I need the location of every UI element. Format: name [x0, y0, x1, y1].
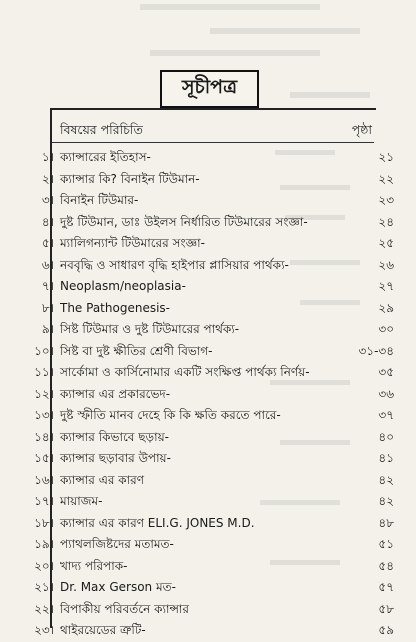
entry-page: ২২ [378, 171, 394, 186]
entry-number: ১৮। [34, 515, 54, 530]
entry-page: ৪২ [378, 494, 394, 508]
entry-number: ২। [41, 171, 54, 186]
entry-title: মায়াজম- [60, 494, 103, 508]
entry-number: ১৪। [34, 429, 54, 444]
entry-page: ৩০ [378, 322, 394, 336]
toc-entry [0, 556, 416, 578]
entry-title: নববৃদ্ধি ও সাধারণ বৃদ্ধি হাইপার প্লাসিয়ার পার্থক্য- [60, 257, 289, 272]
entry-title: দুষ্ট টিউমান, ডাঃ উইলস নির্ধারিত টিউমারের সংজ্ঞা- [60, 214, 308, 229]
entry-page: ৩৬ [378, 386, 394, 401]
page-title: সূচীপত্র [160, 70, 259, 108]
entry-title: সিষ্ট বা দুষ্ট ক্ষীতির শ্রেণী বিভাগ- [60, 343, 213, 358]
entry-number: ৫। [41, 236, 54, 250]
entry-page: ৪২ [378, 472, 394, 487]
entry-page: ৫৪ [378, 558, 394, 573]
entry-title: ক্যান্সার এর প্রকারভেদ- [60, 386, 171, 401]
entry-title: খাদ্য পরিপাক- [60, 558, 128, 573]
toc-entry [0, 384, 416, 406]
entry-title: দুষ্ট স্ফীতি মানব দেহে কি কি ক্ষতি করতে পারে- [60, 408, 281, 422]
entry-number: ১৯। [34, 537, 54, 551]
toc-entry [0, 276, 416, 298]
toc-list [0, 147, 416, 642]
toc-entry [0, 212, 416, 234]
toc-header [60, 122, 390, 142]
toc-top-border [50, 108, 376, 116]
toc-entry [0, 298, 416, 320]
entry-title: ক্যান্সার কিভাবে ছড়ায়- [60, 429, 169, 444]
entry-page: ৫৭ [378, 580, 394, 594]
entry-page: ৪০ [378, 429, 394, 444]
entry-page: ২৩ [378, 193, 394, 207]
toc-entry [0, 427, 416, 449]
toc-entry [0, 620, 416, 642]
entry-title: থাইরয়েডের ত্রুটি- [60, 623, 146, 637]
header-divider [52, 142, 374, 143]
entry-page: ৫১ [378, 537, 394, 551]
toc-entry [0, 341, 416, 363]
entry-number: ৪। [41, 214, 54, 229]
entry-page: ৩১-৩৪ [358, 343, 394, 358]
toc-entry [0, 534, 416, 556]
entry-page: ২১ [378, 150, 394, 164]
page-header: পৃষ্ঠা [351, 122, 372, 137]
entry-number: ১১। [34, 365, 54, 379]
entry-number: ১৫। [34, 451, 54, 465]
toc-entry [0, 319, 416, 341]
entry-page: ২৭ [378, 279, 394, 293]
toc-entry [0, 448, 416, 470]
entry-page: ৪১ [378, 451, 394, 465]
toc-entry [0, 255, 416, 277]
entry-number: ৩। [41, 193, 54, 207]
entry-page: ২৫ [378, 236, 394, 250]
entry-number: ৮। [41, 300, 54, 315]
entry-number: ১০। [34, 343, 54, 358]
entry-page: ২৯ [378, 300, 394, 315]
entry-number: ২৩। [34, 623, 54, 637]
entry-page: ২৪ [378, 214, 394, 229]
entry-title: The Pathogenesis- [60, 300, 170, 315]
entry-page: ৪৮ [378, 515, 394, 530]
entry-number: ২২। [34, 601, 54, 616]
entry-title: সার্কোমা ও কার্সিনোমার একটি সংক্ষিপ্ত পার্থক্য নির্ণয়- [60, 365, 310, 379]
toc-entry [0, 599, 416, 621]
entry-title: বিনাইন টিউমার- [60, 193, 139, 207]
entry-number: ২১। [34, 580, 54, 594]
toc-entry [0, 470, 416, 492]
entry-title: সিষ্ট টিউমার ও দুষ্ট টিউমারের পার্থক্য- [60, 322, 240, 336]
entry-page: ৫৯ [378, 623, 394, 637]
entry-title: ম্যালিগন্যান্ট টিউমারের সংজ্ঞা- [60, 236, 205, 250]
entry-number: ১২। [34, 386, 54, 401]
entry-title: প্যাথলজিষ্টদের মতামত- [60, 537, 174, 551]
toc-entry [0, 169, 416, 191]
toc-entry [0, 362, 416, 384]
entry-number: ৭। [41, 279, 54, 293]
entry-title: ক্যান্সার ছড়াবার উপায়- [60, 451, 171, 465]
entry-number: ১৭। [34, 494, 54, 508]
entry-number: ২০। [34, 558, 54, 573]
entry-page: ২৬ [378, 257, 394, 272]
entry-title: ক্যান্সারের ইতিহাস- [60, 150, 151, 164]
toc-entry [0, 513, 416, 535]
toc-entry [0, 405, 416, 427]
entry-number: ৯। [41, 322, 54, 336]
toc-entry [0, 147, 416, 169]
toc-entry [0, 577, 416, 599]
entry-page: ৫৮ [378, 601, 394, 616]
entry-title: Neoplasm/neoplasia- [60, 279, 186, 293]
topic-header: বিষয়ের পরিচিতি [60, 122, 143, 137]
entry-number: ১৬। [34, 472, 54, 487]
toc-entry [0, 491, 416, 513]
entry-number: ৬। [41, 257, 54, 272]
entry-page: ৩৫ [378, 365, 394, 379]
entry-title: ক্যান্সার এর কারণ [60, 472, 144, 487]
entry-title: Dr. Max Gerson মত- [60, 580, 176, 594]
toc-entry [0, 190, 416, 212]
entry-title: বিপাকীয় পরিবর্তনে ক্যান্সার [60, 601, 189, 616]
entry-page: ৩৭ [378, 408, 394, 422]
entry-title: ক্যান্সার কি? বিনাইন টিউমান- [60, 171, 200, 186]
entry-number: ১৩। [34, 408, 54, 422]
entry-title: ক্যান্সার এর কারণ ELI.G. JONES M.D. [60, 515, 255, 530]
toc-entry [0, 233, 416, 255]
entry-number: ১। [41, 150, 54, 164]
